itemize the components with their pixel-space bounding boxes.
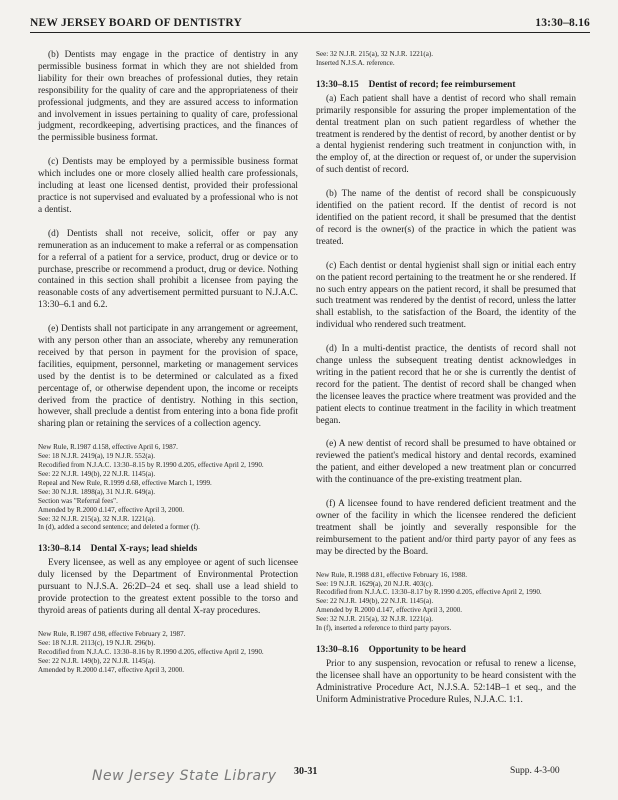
history-line: See: 22 N.J.R. 149(b), 22 N.J.R. 1145(a).	[38, 470, 156, 478]
section-number: 13:30–8.14	[38, 544, 81, 555]
history-line: In (f), inserted a reference to third party payors.	[316, 624, 452, 633]
history-line: See: 19 N.J.R. 1629(a), 20 N.J.R. 403(c).	[316, 579, 434, 588]
paragraph-c: (c) Dentists may be employed by a permissible business format which includes one or more closely allied health care professionals, including at least one licensed dentist, provided their professional practice is not supervised and evaluated by a professional who is not a dentist.	[38, 157, 298, 215]
history-line: See: 32 N.J.R. 215(a), 32 N.J.R. 1221(a).	[316, 50, 434, 58]
supplement-date: Supp. 4-3-00	[510, 766, 560, 776]
history-line: See: 22 N.J.R. 149(b), 22 N.J.R. 1145(a).	[316, 597, 434, 606]
history-note-8-14	[38, 630, 298, 675]
history-line: In (d), added a second sentence; and deleted a former (f).	[38, 523, 200, 532]
history-line: Repeal and New Rule, R.1999 d.68, effective March 1, 1999.	[38, 478, 212, 487]
section-heading-8-14	[38, 544, 298, 554]
section-heading-8-16	[316, 645, 576, 655]
paragraph-a: (a) Each patient shall have a dentist of record who shall remain primarily responsible for assuring the proper implementation of the dental treatment plan on such patient regardless of whether the treatment is rendered by the dentist of record, by another dentist or by a dental hygienist rendering such treatment in conjunction with, in the employ of, at the direction or request of, or under the supervision of such dentist of record.	[316, 93, 576, 176]
history-note-8-15	[316, 571, 576, 633]
history-line: Amended by R.2000 d.147, effective April 3, 2000.	[38, 505, 185, 514]
history-line: Recodified from N.J.A.C. 13:30–8.15 by R.1990 d.205, effective April 2, 1990.	[38, 461, 264, 470]
section-caption: Opportunity to be heard	[368, 644, 466, 655]
paragraph-d: (d) In a multi-dentist practice, the dentists of record shall not change unless the subsequent treating dentist acknowledges in writing in the patient record that he or she is currently the dentist of record for the patient. The dentist of record shall be changed when the licensee leaves the practice where treatment was provided and the patient elects to continue treatment in the facility in which treatment began.	[316, 344, 576, 426]
paragraph-b: (b) The name of the dentist of record shall be conspicuously identified on the patient record. If the dentist of record is not identified on the patient record, it shall be presumed that the dentist of record is the owner(s) of the practice in which the patient was treated.	[316, 189, 576, 247]
paragraph-c: (c) Each dentist or dental hygienist shall sign or initial each entry on the patient record pertaining to the treatment he or she rendered. If no such entry appears on the patient record, it shall be presumed that such treatment was rendered by the dentist of record, unless the latter shall establish, to the satisfaction of the Board, the identity of the individual who rendered such treatment.	[316, 260, 576, 331]
history-line: Inserted N.J.S.A. reference.	[316, 58, 395, 67]
history-line: See: 18 N.J.R. 2113(c), 19 N.J.R. 296(b).	[38, 638, 156, 647]
history-line: Section was "Referral fees".	[38, 496, 118, 505]
section-caption: Dental X-rays; lead shields	[90, 544, 198, 555]
header-title: NEW JERSEY BOARD OF DENTISTRY	[30, 17, 243, 29]
history-line: Recodified from N.J.A.C. 13:30–8.16 by R.1990 d.205, effective April 2, 1990.	[38, 647, 264, 656]
right-column	[316, 50, 576, 719]
running-header	[30, 14, 590, 33]
history-line: Recodified from N.J.A.C. 13:30–8.17 by R.1990 d.205, effective April 2, 1990.	[316, 588, 542, 597]
history-line: New Rule, R.1988 d.81, effective February 16, 1988.	[316, 570, 467, 579]
page-number: 30-31	[294, 766, 318, 777]
history-line: New Rule, R.1987 d.98, effective February 2, 1987.	[38, 629, 186, 638]
paragraph-f: (f) A licensee found to have rendered deficient treatment and the owner of the facility in which the licensee rendered the deficient treatment shall be jointly and severally responsible for the reimbursement to the patient and/or third party payor of any fees as may be directed by the Board.	[316, 499, 576, 557]
header-section-range: 13:30–8.16	[535, 17, 590, 29]
history-line: See: 18 N.J.R. 2419(a), 19 N.J.R. 552(a).	[38, 452, 156, 461]
section-heading-8-15	[316, 80, 576, 90]
paragraph-d: (d) Dentists shall not receive, solicit, offer or pay any remuneration as an inducement to make a referral or as compensation for a referral of a patient for a service, product, drug or device or to purchase, prescribe or recommend a product, drug or device. Nothing contained in this section shall prohibit a licensee from paying the reasonable costs of any advertisement permitted pursuant to N.J.A.C. 13:30–6.1 and 6.2.	[38, 228, 298, 311]
history-line: New Rule, R.1987 d.158, effective April 6, 1987.	[38, 443, 178, 452]
section-number: 13:30–8.15	[316, 79, 359, 90]
section-number: 13:30–8.16	[316, 644, 359, 655]
paragraph-8-16: Prior to any suspension, revocation or refusal to renew a license, the licensee shall have an opportunity to be heard consistent with the Administrative Procedure Act, N.J.S.A. 52:14B–1 et seq., and the Uniform Administrative Procedure Rules, N.J.A.C. 1:1.	[316, 658, 576, 705]
paragraph-b: (b) Dentists may engage in the practice of dentistry in any permissible business format in which they are not shielded from liability for their own breaches of professional duties, they retain responsibility for the quality of care and the appropriateness of their professional judgments, and they are assured access to information and involvement in issues pertaining to quality of care, professional judgment, recordkeeping, advertising practices, and the finances of the permissible business format.	[38, 50, 298, 144]
section-caption: Dentist of record; fee reimbursement	[368, 79, 516, 90]
history-line: See: 22 N.J.R. 149(b), 22 N.J.R. 1145(a).	[38, 656, 156, 665]
page-footer	[0, 762, 618, 792]
paragraph-e: (e) A new dentist of record shall be presumed to have obtained or reviewed the patient's medical history and dental records, examined the patient, and either developed a new treatment plan or concurred with the continuance of the pre-existing treatment plan.	[316, 439, 576, 486]
history-line: See: 30 N.J.R. 1898(a), 31 N.J.R. 649(a).	[38, 487, 156, 496]
paragraph-e: (e) Dentists shall not participate in any arrangement or agreement, with any person other than an associate, whereby any remuneration received by that person in payment for the provision of space, facilities, equipment, personnel, marketing or management services used by the dentist is to be determined or calculated as a fixed percentage of, or otherwise dependent upon, the income or receipts derived from the practice of dentistry. Nothing in this section, however, shall preclude a dentist from entering into a bona fide profit sharing plan or retaining the services of a collection agency.	[38, 324, 298, 430]
paragraph-8-14: Every licensee, as well as any employee or agent of such licensee duly licensed by the Department of Environmental Protection pursuant to N.J.S.A. 26:2D–24 et seq. shall use a lead shield to provide protection to the greatest extent possible to the torso and thyroid areas of patients during all dental X-ray procedures.	[38, 558, 298, 616]
history-note-continued	[316, 50, 576, 68]
left-column	[38, 50, 298, 686]
history-line: See: 32 N.J.R. 215(a), 32 N.J.R. 1221(a).	[316, 615, 434, 624]
history-line: See: 32 N.J.R. 215(a), 32 N.J.R. 1221(a).	[38, 514, 156, 523]
history-line: Amended by R.2000 d.147, effective April 3, 2000.	[38, 665, 185, 674]
library-stamp: New Jersey State Library	[92, 768, 277, 784]
history-line: Amended by R.2000 d.147, effective April 3, 2000.	[316, 606, 463, 615]
history-note-8-13	[38, 443, 298, 532]
